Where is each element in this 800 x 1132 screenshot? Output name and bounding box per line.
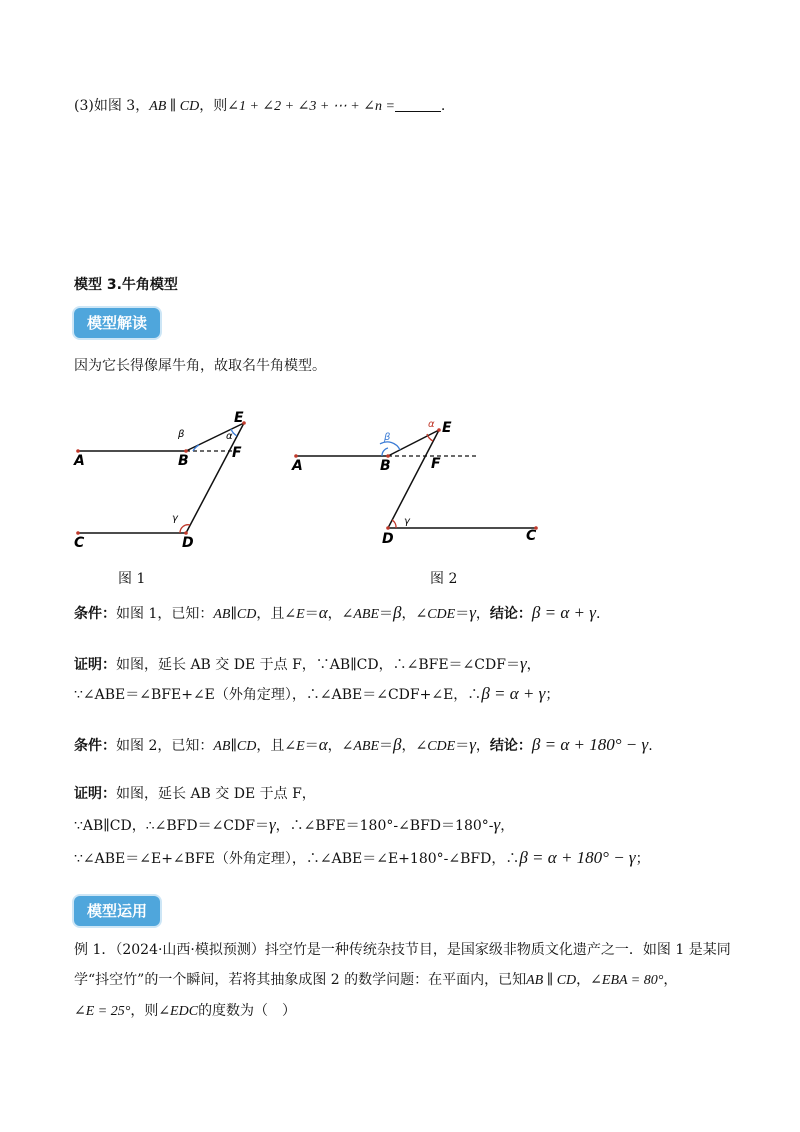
proof-2-text: ，∴∠BFE＝180°-∠BFD＝180°-	[275, 818, 494, 834]
proof-2-text: ∵AB∥CD，∴∠BFD＝∠CDF＝	[74, 818, 269, 834]
fig1-label-A: A	[74, 453, 85, 469]
fig2-label-B: B	[380, 458, 391, 474]
fig1-label-C: C	[74, 535, 85, 551]
condition-2-text: ，且∠	[256, 738, 297, 754]
conclusion-2-formula: β = α + 180° − γ	[531, 735, 649, 754]
example-1-text: 的度数为（ ）	[198, 1003, 297, 1019]
conclusion-1-end: .	[595, 606, 601, 622]
condition-2-var: CDE	[427, 739, 456, 754]
conclusion-1-formula: β = α + γ	[531, 603, 596, 622]
proof-1-label: 证明：	[74, 657, 116, 673]
condition-1-beta: β	[393, 603, 402, 622]
condition-2-text: ，∠	[327, 738, 354, 754]
question-3	[74, 96, 445, 117]
proof-2-gamma: γ	[493, 815, 501, 834]
condition-1-text: ，∠	[327, 606, 354, 622]
condition-2-var: ABE	[353, 739, 380, 754]
fig1-caption: 图 1	[118, 571, 146, 587]
condition-2-eq: ＝	[304, 738, 319, 754]
proof-1-line-1	[74, 654, 541, 675]
example-1-angle-e: ∠E = 25°	[74, 1004, 131, 1019]
fig2-label-F: F	[431, 456, 441, 472]
proof-1-formula: β = α + γ	[481, 684, 546, 703]
proof-1-gamma: γ	[519, 654, 527, 673]
proof-1-text: ∵∠ABE＝∠BFE+∠E（外角定理），∴∠ABE＝∠CDF+∠E，∴	[74, 687, 482, 703]
condition-2	[74, 735, 653, 757]
example-1-angle-eba: ∠EBA = 80°	[590, 973, 664, 988]
condition-1-eq: ＝	[304, 606, 319, 622]
proof-2-label: 证明：	[74, 786, 116, 802]
question-3-prefix: (3)如图 3，	[74, 98, 150, 114]
fig2-label-D: D	[382, 531, 394, 547]
conclusion-2-label: 结论：	[489, 738, 532, 754]
proof-2-text-end: ；	[635, 851, 650, 867]
condition-2-text: ，	[475, 738, 490, 754]
condition-1-eq: ＝	[379, 606, 394, 622]
fig1-label-alpha: α	[226, 431, 233, 442]
proof-2-line-3	[74, 848, 650, 869]
condition-1-gamma: γ	[469, 603, 476, 622]
example-1-sep: ，	[663, 972, 678, 988]
intro-text: 因为它长得像犀牛角，故取名牛角模型。	[74, 358, 326, 374]
condition-1-alpha: α	[318, 603, 328, 622]
condition-2-gamma: γ	[469, 735, 476, 754]
condition-2-eq: ＝	[379, 738, 394, 754]
condition-1-parallel: AB∥CD	[213, 607, 257, 622]
fig1-label-F: F	[232, 445, 242, 461]
condition-1-text: ，且∠	[256, 606, 297, 622]
condition-2-parallel: AB∥CD	[213, 739, 257, 754]
example-1-line-3	[74, 1001, 296, 1022]
question-3-mid: ，则	[199, 98, 228, 114]
condition-1-label: 条件：	[74, 606, 116, 622]
fig1-label-gamma: γ	[172, 513, 178, 524]
condition-1-var: ABE	[353, 607, 380, 622]
proof-2-line-2	[74, 815, 514, 836]
example-1-line-1: 例 1．（2024·山西·模拟预测）抖空竹是一种传统杂技节目，是国家级非物质文化遗产之一．如图 1 是某同	[74, 942, 731, 958]
condition-2-text: 如图 2，已知：	[116, 738, 214, 754]
example-1-angle-edc: ∠EDC	[158, 1004, 199, 1019]
fig1-label-B: B	[178, 453, 189, 469]
example-1-sep: ，	[576, 972, 591, 988]
fig2-label-C: C	[526, 528, 537, 544]
conclusion-1-label: 结论：	[489, 606, 532, 622]
proof-2-text-end: ，	[500, 818, 515, 834]
proof-2-text: 如图，延长 AB 交 DE 于点 F，	[116, 786, 316, 802]
proof-2-text: ∵∠ABE＝∠E+∠BFE（外角定理），∴∠ABE＝∠E+180°-∠BFD，∴	[74, 851, 520, 867]
fig2-label-E: E	[442, 420, 452, 436]
fig2-caption: 图 2	[430, 571, 458, 587]
conclusion-2-end: .	[648, 738, 653, 754]
model-explanation-badge: 模型解读	[74, 308, 160, 338]
fig1-label-beta: β	[178, 429, 185, 440]
question-3-condition: AB ∥ CD	[149, 99, 200, 114]
fig1-label-D: D	[182, 535, 194, 551]
condition-1-var: E	[296, 607, 305, 622]
example-1-line-2	[74, 970, 677, 991]
proof-2-gamma: γ	[268, 815, 276, 834]
condition-2-var: E	[296, 739, 305, 754]
example-1-condition: AB ∥ CD	[526, 973, 577, 988]
section-heading: 模型 3.牛角模型	[74, 277, 178, 293]
example-1-text: 学“抖空竹”的一个瞬间，若将其抽象成图 2 的数学问题：在平面内，已知	[74, 972, 527, 988]
question-3-end: .	[440, 98, 446, 114]
condition-2-text: ，∠	[401, 738, 428, 754]
fig2-label-beta: β	[384, 432, 391, 443]
proof-1-line-2	[74, 684, 559, 705]
fig1-label-E: E	[234, 410, 244, 426]
proof-2-formula: β = α + 180° − γ	[519, 848, 636, 867]
condition-2-beta: β	[393, 735, 402, 754]
condition-1-text: ，∠	[401, 606, 428, 622]
proof-2-line-1	[74, 784, 316, 804]
condition-1-text: ，	[475, 606, 490, 622]
question-3-expression: ∠1 + ∠2 + ∠3 + ⋯ + ∠n =	[227, 99, 395, 114]
proof-1-text: 如图，延长 AB 交 DE 于点 F，∵AB∥CD，∴∠BFE＝∠CDF＝	[116, 657, 520, 673]
figure-2	[288, 410, 550, 555]
model-application-badge: 模型运用	[74, 896, 160, 926]
fig2-label-gamma: γ	[404, 516, 410, 527]
fig2-label-alpha: α	[428, 419, 435, 430]
condition-1-eq: ＝	[455, 606, 470, 622]
fig2-label-A: A	[292, 458, 303, 474]
condition-1-text: 如图 1，已知：	[116, 606, 214, 622]
example-1-text: ，则	[130, 1003, 159, 1019]
condition-2-label: 条件：	[74, 738, 116, 754]
condition-2-eq: ＝	[455, 738, 470, 754]
condition-1	[74, 603, 600, 625]
proof-1-text-end: ；	[545, 687, 560, 703]
proof-1-text-end: ，	[526, 657, 541, 673]
condition-2-alpha: α	[318, 735, 328, 754]
answer-blank	[395, 97, 441, 112]
condition-1-var: CDE	[427, 607, 456, 622]
figure-1	[66, 405, 276, 555]
